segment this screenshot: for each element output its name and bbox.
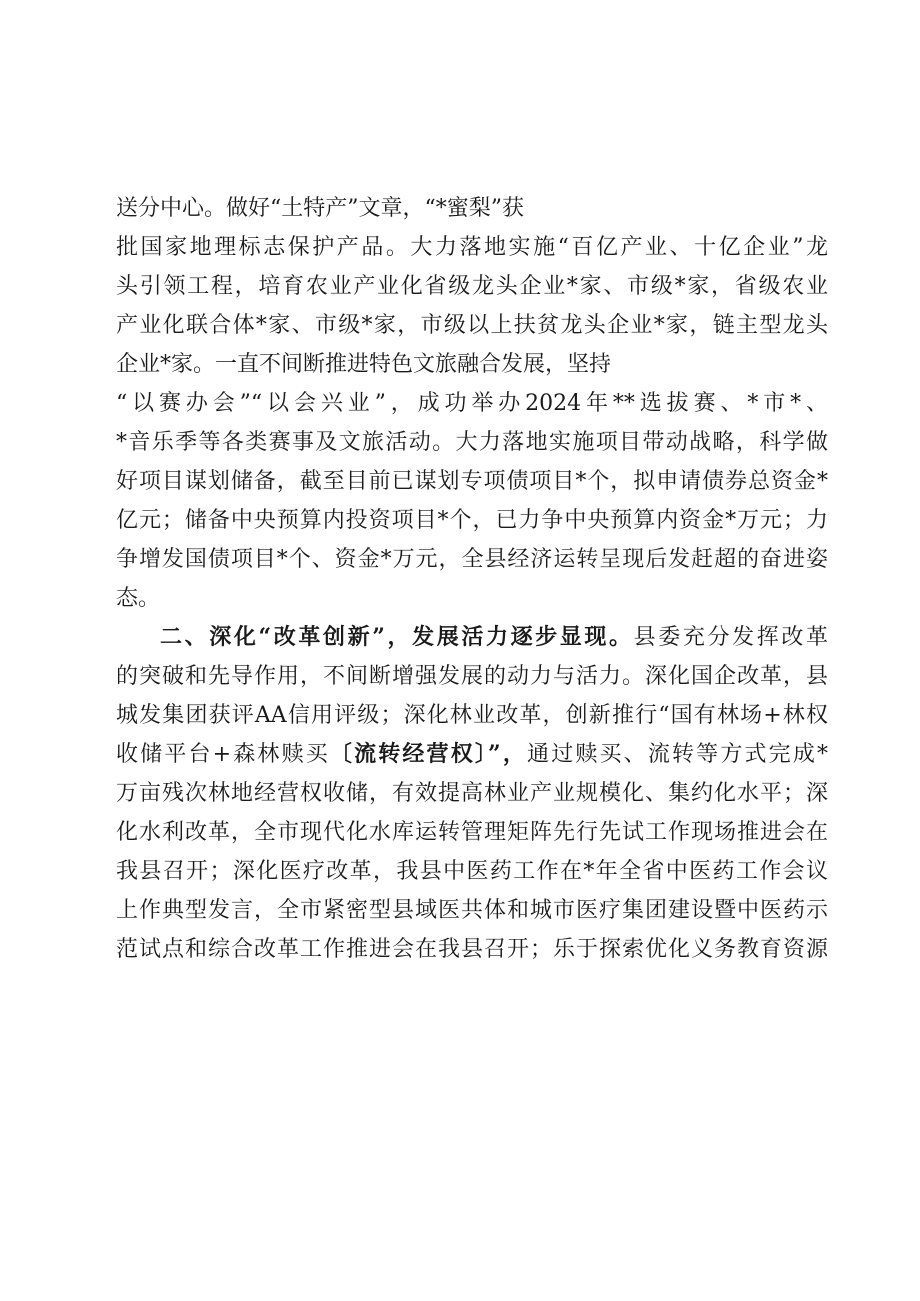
text-line: 我县召开；深化医疗改革，我县中医药工作在*年全省中医药工作会议: [116, 859, 828, 884]
text-line: 范试点和综合改革工作推进会在我县召开；乐于探索优化义务教育资源: [116, 937, 828, 962]
text-line: 争增发国债项目*个、资金*万元，全县经济运转呈现后发赶超的奋进姿: [116, 547, 828, 572]
section-heading: 二、深化“改革创新”，发展活力逐步显现。: [160, 624, 634, 650]
text-span: 收储平台+森林赎买: [116, 742, 330, 767]
text-line: 送分中心。做好“土特产”文章，“*蜜梨”获: [116, 196, 524, 221]
text-line: 好项目谋划储备，截至目前已谋划专项债项目*个，拟申请债券总资金*: [116, 469, 828, 494]
text-line: 批国家地理标志保护产品。大力落地实施“百亿产业、十亿企业”龙: [116, 235, 828, 260]
text-span: 县委充分发挥改革: [633, 625, 828, 650]
text-span: 通过赎买、流转等方式完成*: [527, 742, 828, 767]
section-heading-line: [116, 618, 828, 657]
document-body: [116, 189, 828, 969]
text-line: 态。: [116, 586, 161, 611]
text-line: 亿元；储备中央预算内投资项目*个，已力争中央预算内资金*万元；力: [116, 508, 828, 533]
bold-text-span: 〔流转经营权〕”，: [329, 741, 528, 767]
text-line: 上作典型发言，全市紧密型县域医共体和城市医疗集团建设暨中医药示: [116, 898, 828, 923]
text-line: 万亩残次林地经营权收储，有效提高林业产业规模化、集约化水平；深: [116, 781, 828, 806]
text-line: 企业*家。一直不间断推进特色文旅融合发展，坚持: [116, 352, 612, 377]
text-line: “以赛办会”“以会兴业”，成功举办2024年**选拔赛、*市*、: [116, 391, 828, 416]
text-line: *音乐季等各类赛事及文旅活动。大力落地实施项目带动战略，科学做: [116, 430, 828, 455]
text-line: 城发集团获评AA信用评级；深化林业改革，创新推行“国有林场+林权: [116, 703, 828, 728]
text-line: [116, 735, 828, 774]
text-line: 产业化联合体*家、市级*家，市级以上扶贫龙头企业*家，链主型龙头: [116, 313, 828, 338]
text-line: 化水利改革，全市现代化水库运转管理矩阵先行先试工作现场推进会在: [116, 820, 828, 845]
text-line: 头引领工程，培育农业产业化省级龙头企业*家、市级*家，省级农业: [116, 274, 828, 299]
text-line: 的突破和先导作用，不间断增强发展的动力与活力。深化国企改革，县: [116, 664, 828, 689]
